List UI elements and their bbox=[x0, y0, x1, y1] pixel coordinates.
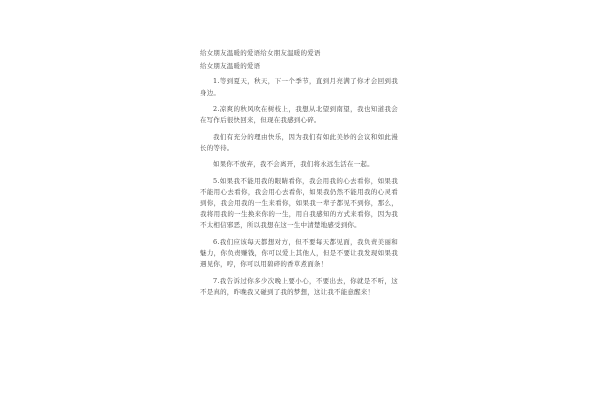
document-body bbox=[200, 48, 398, 303]
paragraph-5: 5.如果我不能用我的眼睛看你，我会用我的心去看你，如果我不能用心去看你，我会用心去看你，如果我仍然不能用我的心灵看到你，我会用我的一生来看你，如果我一辈子都见不到你，那么，我将用我的一生换来你的一生，用自我感知的方式来看你，因为我不太相信邪恶，所以我想在这一生中清楚地感受到你。 bbox=[200, 176, 398, 230]
paragraph-4: 如果你不放弃，我不会离开，我们将永远生活在一起。 bbox=[213, 160, 374, 169]
paragraph-2: 2.凉爽的秋风吹在树枝上，我想从北望到南望，我也知道我会在写作后很快回来，但现在我感到心碎。 bbox=[200, 105, 398, 125]
paragraph-6: 6.我们应该每天都想对方，但不要每天都见面，我负责美丽和魅力，你负责赚钱，你可以爱上其他人，但是不要让我发现如果我遇见你，哼，你可以用碧碎的香草煮面条！ bbox=[200, 237, 398, 269]
paragraph-1: 1.等到夏天，秋天，下一个季节，直到月亮满了你才会回到我身边。 bbox=[200, 77, 398, 97]
document-title: 给女朋友温暖的爱语给女朋友温暖的爱语 bbox=[200, 49, 321, 57]
paragraph-3: 我们有充分的理由快乐，因为我们有如此美妙的会议和如此漫长的等待。 bbox=[200, 132, 398, 152]
paragraph-7: 7.我告诉过你多少次晚上要小心，不要出去，你就是不听，这不是真的，昨晚我又碰到了我的梦想，这让我不能意醒来！ bbox=[200, 276, 398, 296]
document-subtitle: 给女朋友温暖的爱语 bbox=[200, 62, 261, 71]
